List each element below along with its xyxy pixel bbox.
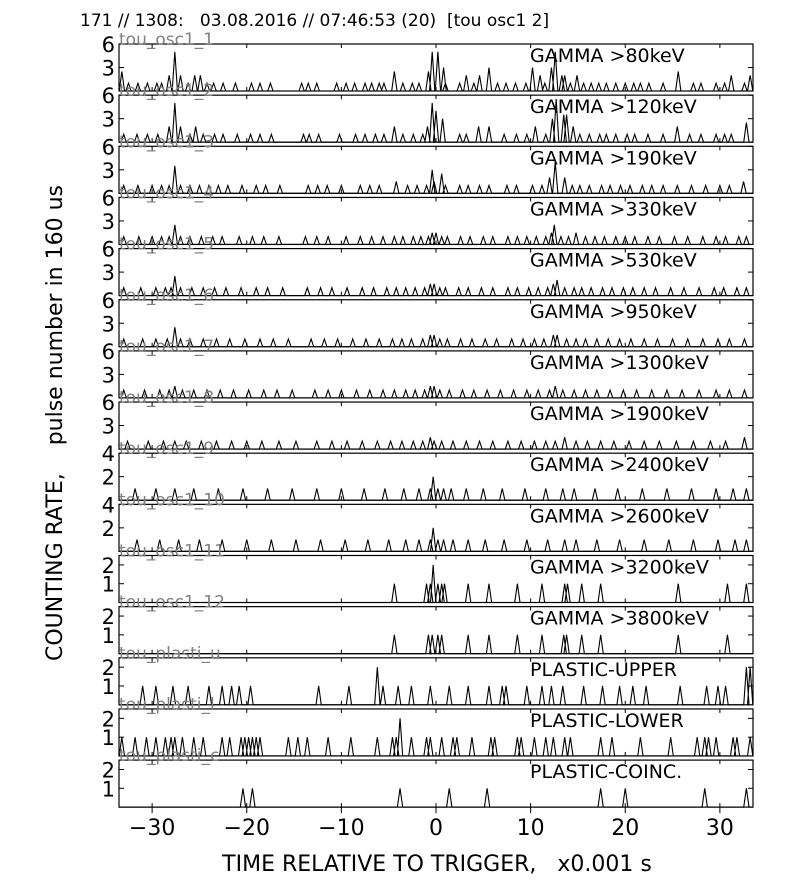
x-tick-label: 30 [705, 816, 734, 842]
header-title: 171 // 1308: 03.08.2016 // 07:46:53 (20) [tou osc1 2] [80, 11, 550, 31]
y-tick-label: 3 [101, 414, 115, 439]
y-tick-label: 2 [101, 707, 115, 732]
series-label: GAMMA >2600keV [530, 505, 709, 528]
y-tick-label: 3 [101, 107, 115, 132]
panel-tag: tou_osc1_3 [119, 132, 215, 153]
panel-tag: tou_osc1_5 [119, 234, 215, 255]
y-tick-label: 3 [101, 158, 115, 183]
x-tick-label: 0 [429, 816, 443, 842]
series-label: PLASTIC-LOWER [530, 709, 684, 732]
y-tick-label: 6 [101, 135, 115, 160]
series-label: GAMMA >2400keV [530, 454, 709, 477]
panel-tag: tou_osc1_7 [119, 336, 215, 357]
y-tick-label: 3 [101, 312, 115, 337]
x-tick-label: −30 [128, 816, 176, 842]
panel-tag: tou_osc1_12 [119, 592, 225, 613]
series-label: GAMMA >80keV [530, 45, 685, 67]
series-label: GAMMA >1900keV [530, 403, 709, 426]
y-tick-label: 3 [101, 261, 115, 286]
panel-tag: tou_osc1_11 [119, 541, 225, 562]
y-tick-label: 3 [101, 363, 115, 388]
panel-tag: tou_osc1_6 [119, 285, 215, 306]
y-tick-label: 2 [101, 656, 115, 681]
y-tick-label: 4 [101, 442, 115, 467]
y-tick-label: 1 [101, 675, 115, 699]
y-tick-label: 6 [101, 33, 115, 57]
panel-tag: tou_osc1_8 [119, 388, 215, 409]
y-tick-label: 6 [101, 186, 115, 211]
x-axis [129, 807, 734, 841]
series-label: GAMMA >950keV [530, 300, 697, 323]
y-tick-label: 4 [101, 493, 115, 518]
y-tick-label: 3 [101, 56, 115, 81]
y-tick-label: 2 [101, 758, 115, 783]
series-label: GAMMA >3800keV [530, 607, 709, 630]
y-tick-label: 6 [101, 288, 115, 313]
y-tick-label: 6 [101, 339, 115, 364]
y-tick-label: 1 [101, 726, 115, 751]
panel-tag: tou_osc1_2 [119, 81, 215, 102]
x-tick-label: −20 [223, 816, 270, 842]
y-tick-label: 2 [101, 465, 115, 490]
x-tick-label: −10 [318, 816, 365, 842]
x-tick-label: 20 [611, 816, 640, 842]
panel-tag: tou_osc1_4 [119, 183, 215, 204]
y-tick-label: 2 [101, 605, 115, 630]
x-tick-label: 10 [516, 816, 545, 842]
panel-tag: tou_plasti_c [119, 746, 220, 767]
y-tick-label: 6 [101, 84, 115, 109]
panel-tag: tou_plasti_u [119, 643, 221, 664]
series-label: GAMMA >120keV [530, 96, 697, 119]
y-tick-label: 2 [101, 553, 115, 578]
panel-tag: tou_osc1_9 [119, 439, 215, 460]
x-axis-title: TIME RELATIVE TO TRIGGER, x0.001 s [222, 852, 652, 877]
series-label: GAMMA >190keV [530, 147, 697, 170]
series-label: GAMMA >3200keV [530, 556, 709, 579]
y-tick-label: 6 [101, 391, 115, 416]
panel-tag: tou_osc1_1 [119, 30, 215, 50]
y-tick-label: 1 [101, 777, 115, 802]
series-label: GAMMA >530keV [530, 249, 697, 272]
y-tick-label: 2 [101, 516, 115, 541]
y-axis-title: COUNTING RATE, pulse number in 160 us [43, 184, 68, 662]
series-label: PLASTIC-UPPER [530, 658, 677, 681]
y-tick-label: 1 [101, 623, 115, 648]
series-label: PLASTIC-COINC. [530, 761, 683, 784]
series-label: GAMMA >330keV [530, 198, 697, 221]
y-tick-label: 1 [101, 572, 115, 597]
y-tick-label: 6 [101, 237, 115, 262]
panel-tag: tou_osc1_10 [119, 490, 225, 511]
series-label: GAMMA >1300keV [530, 351, 709, 374]
panel-tag: tou_plasti_l [119, 694, 215, 715]
y-tick-label: 3 [101, 209, 115, 234]
panels [102, 30, 753, 807]
